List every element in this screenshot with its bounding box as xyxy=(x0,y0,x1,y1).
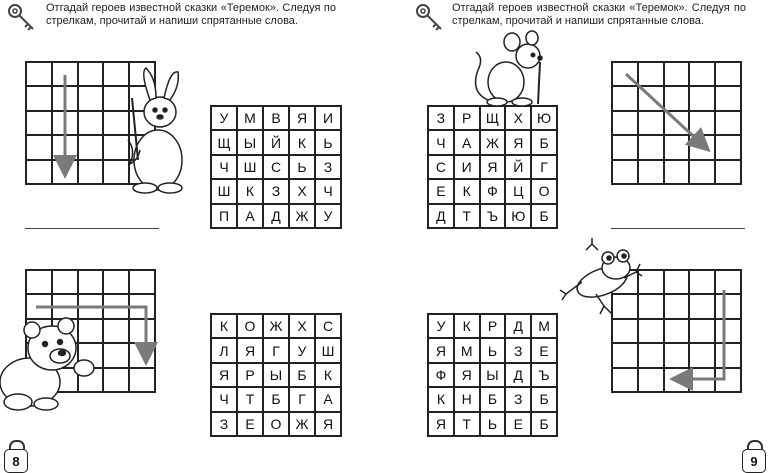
letter-cell: Ж xyxy=(289,412,315,436)
letter-cell: Г xyxy=(531,155,557,179)
letter-cell: У xyxy=(289,338,315,362)
letter-cell: Б xyxy=(480,387,506,411)
letter-cell: Я xyxy=(480,155,506,179)
letter-cell: Ж xyxy=(480,130,506,154)
letter-cell: Я xyxy=(428,338,454,362)
key-icon xyxy=(6,2,36,32)
letter-cell: П xyxy=(211,204,237,228)
letter-cell: Я xyxy=(211,363,237,387)
letter-cell: Д xyxy=(505,363,531,387)
page-number: 9 xyxy=(742,449,766,473)
letter-cell: Я xyxy=(454,363,480,387)
letter-cell: С xyxy=(428,155,454,179)
letter-cell: Б xyxy=(531,412,557,436)
letter-cell: К xyxy=(237,179,263,203)
instruction-text: Отгадай героев известной сказки «Теремок». Следуя по стрелкам, прочитай и напиши спрятанные слова. xyxy=(452,2,746,27)
letter-cell: Х xyxy=(289,314,315,338)
letter-cell: Б xyxy=(531,387,557,411)
letter-cell: Ф xyxy=(428,363,454,387)
arrow-grid xyxy=(25,61,156,185)
letter-cell: З xyxy=(315,155,341,179)
letter-cell: Р xyxy=(237,363,263,387)
letter-cell: Ш xyxy=(315,338,341,362)
letter-cell: М xyxy=(237,106,263,130)
letter-cell: Ш xyxy=(237,155,263,179)
letter-grid xyxy=(210,105,342,229)
letter-cell: В xyxy=(263,106,289,130)
answer-line[interactable] xyxy=(25,228,159,229)
letter-cell: Я xyxy=(315,412,341,436)
letter-cell: М xyxy=(454,338,480,362)
letter-cell: Ы xyxy=(480,363,506,387)
letter-cell: К xyxy=(454,179,480,203)
letter-cell: Ь xyxy=(480,338,506,362)
letter-cell: А xyxy=(237,204,263,228)
letter-cell: Ф xyxy=(480,179,506,203)
letter-cell: Б xyxy=(289,363,315,387)
letter-cell: Х xyxy=(505,106,531,130)
letter-cell: Р xyxy=(454,106,480,130)
letter-cell: Щ xyxy=(480,106,506,130)
letter-cell: С xyxy=(263,155,289,179)
letter-cell: Ы xyxy=(263,363,289,387)
letter-cell: Щ xyxy=(211,130,237,154)
letter-cell: Р xyxy=(480,314,506,338)
letter-cell: Г xyxy=(289,387,315,411)
letter-cell: Й xyxy=(505,155,531,179)
key-icon xyxy=(414,2,444,32)
letter-cell: Ч xyxy=(428,130,454,154)
letter-cell: Е xyxy=(237,412,263,436)
letter-cell: Б xyxy=(531,204,557,228)
answer-line[interactable] xyxy=(611,228,745,229)
letter-cell: З xyxy=(505,387,531,411)
letter-cell: Б xyxy=(531,130,557,154)
letter-cell: О xyxy=(531,179,557,203)
letter-cell: З xyxy=(505,338,531,362)
letter-cell: Ю xyxy=(531,106,557,130)
letter-cell: А xyxy=(454,130,480,154)
letter-cell: И xyxy=(315,106,341,130)
letter-cell: Ч xyxy=(211,387,237,411)
letter-cell: Д xyxy=(428,204,454,228)
arrow-grid xyxy=(25,269,156,393)
letter-cell: Ь xyxy=(315,130,341,154)
letter-cell: Ш xyxy=(211,179,237,203)
letter-cell: Н xyxy=(454,387,480,411)
letter-cell: Б xyxy=(263,387,289,411)
letter-cell: Я xyxy=(289,106,315,130)
letter-cell: Ь xyxy=(480,412,506,436)
letter-cell: З xyxy=(263,179,289,203)
letter-cell: Ч xyxy=(315,179,341,203)
letter-cell: Г xyxy=(263,338,289,362)
letter-cell: Д xyxy=(505,314,531,338)
letter-cell: З xyxy=(211,412,237,436)
letter-cell: К xyxy=(315,363,341,387)
letter-cell: К xyxy=(289,130,315,154)
page-number: 8 xyxy=(4,449,28,473)
mouse-illustration xyxy=(476,31,542,106)
letter-cell: Я xyxy=(237,338,263,362)
letter-grid xyxy=(427,105,558,229)
letter-cell: К xyxy=(211,314,237,338)
letter-cell: К xyxy=(428,387,454,411)
letter-cell: Ц xyxy=(505,179,531,203)
letter-cell: Я xyxy=(505,130,531,154)
letter-cell: М xyxy=(531,314,557,338)
arrow-grid xyxy=(611,61,742,185)
letter-cell: Ю xyxy=(505,204,531,228)
letter-cell: Ы xyxy=(237,130,263,154)
letter-cell: Е xyxy=(531,338,557,362)
letter-cell: Х xyxy=(289,179,315,203)
arrow-grid xyxy=(611,269,742,393)
letter-cell: Д xyxy=(263,204,289,228)
letter-cell: И xyxy=(454,155,480,179)
letter-cell: Т xyxy=(237,387,263,411)
letter-grid xyxy=(427,313,558,437)
instruction-text: Отгадай героев известной сказки «Теремок». Следуя по стрелкам, прочитай и напиши спрятанные слова. xyxy=(46,2,336,27)
letter-cell: А xyxy=(315,387,341,411)
letter-cell: У xyxy=(428,314,454,338)
letter-cell: У xyxy=(211,106,237,130)
letter-cell: З xyxy=(428,106,454,130)
letter-cell: Л xyxy=(211,338,237,362)
letter-cell: Ч xyxy=(211,155,237,179)
letter-cell: Т xyxy=(454,204,480,228)
letter-cell: Ъ xyxy=(480,204,506,228)
letter-cell: Й xyxy=(263,130,289,154)
letter-cell: О xyxy=(237,314,263,338)
letter-grid xyxy=(210,313,342,437)
letter-cell: У xyxy=(315,204,341,228)
letter-cell: Ж xyxy=(263,314,289,338)
letter-cell: О xyxy=(263,412,289,436)
letter-cell: Ж xyxy=(289,204,315,228)
letter-cell: Е xyxy=(428,179,454,203)
letter-cell: Т xyxy=(454,412,480,436)
letter-cell: Ь xyxy=(289,155,315,179)
letter-cell: Ъ xyxy=(531,363,557,387)
letter-cell: Е xyxy=(505,412,531,436)
letter-cell: К xyxy=(454,314,480,338)
letter-cell: Я xyxy=(428,412,454,436)
letter-cell: С xyxy=(315,314,341,338)
